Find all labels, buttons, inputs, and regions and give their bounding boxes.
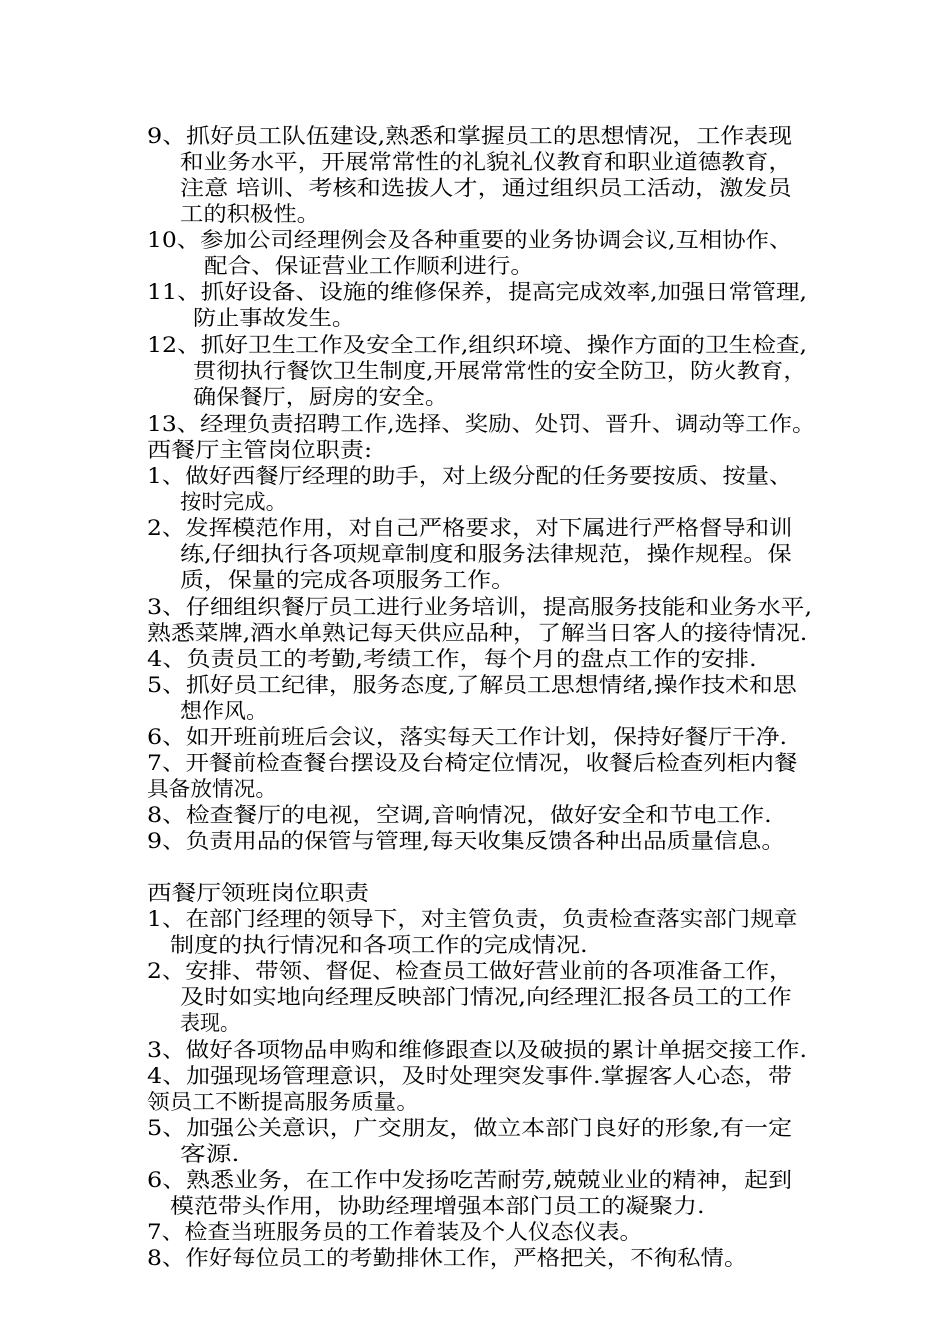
text-line: 5、抓好员工纪律，服务态度,了解员工思想情绪,操作技术和思: [147, 673, 797, 697]
text-line: 9、抓好员工队伍建设,熟悉和掌握员工的思想情况，工作表现: [147, 124, 793, 148]
text-line: 想作风。: [180, 699, 268, 723]
text-line: 5、加强公关意识，广交朋友，做立本部门良好的形象,有一定: [147, 1116, 793, 1140]
text-line: 表现。: [180, 1011, 240, 1035]
text-line: 模范带头作用，协助经理增强本部门员工的凝聚力.: [170, 1194, 705, 1218]
text-line: 7、开餐前检查餐台摆设及台椅定位情况，收餐后检查列柜内餐: [147, 751, 798, 775]
text-line: 2、发挥模范作用，对自己严格要求，对下属进行严格督导和训: [147, 516, 793, 540]
text-line: 配合、保证营业工作顺利进行。: [204, 254, 534, 278]
text-line: 客源.: [180, 1142, 240, 1166]
text-line: 和业务水平，开展常常性的礼貌礼仪教育和职业道德教育，: [180, 150, 792, 174]
text-line: 4、负责员工的考勤,考绩工作，每个月的盘点工作的安排.: [147, 647, 757, 671]
text-line: 按时完成。: [180, 490, 287, 514]
text-line: 1、做好西餐厅经理的助手，对上级分配的任务要按质、按量、: [147, 464, 793, 488]
text-line: 及时如实地向经理反映部门情况,向经理汇报各员工的工作: [180, 985, 792, 1009]
text-line: 确保餐厅，厨房的安全。: [193, 385, 448, 409]
text-line: 制度的执行情况和各项工作的完成情况.: [170, 933, 588, 957]
text-line: 领员工不断提高服务质量。: [147, 1090, 419, 1114]
text-line: 10、参加公司经理例会及各种重要的业务协调会议,互相协作、: [147, 228, 793, 252]
section-heading: 西餐厅领班岗位职责: [147, 881, 369, 905]
text-line: 质，保量的完成各项服务工作。: [180, 568, 515, 592]
text-line: 具备放情况。: [147, 777, 277, 801]
text-line: 7、检查当班服务员的工作着装及个人仪态仪表。: [147, 1220, 643, 1244]
text-line: 9、负责用品的保管与管理,每天收集反馈各种出品质量信息。: [147, 829, 786, 853]
text-line: 12、抓好卫生工作及安全工作,组织环境、操作方面的卫生检查,: [147, 333, 808, 357]
text-line: 防止事故发生。: [193, 306, 355, 330]
text-line: 练,仔细执行各项规章制度和服务法律规范，操作规程。保: [180, 542, 792, 566]
text-line: 3、仔细组织餐厅员工进行业务培训，提高服务技能和业务水平,: [147, 595, 813, 619]
text-line: 8、作好每位员工的考勤排休工作，严格把关，不徇私情。: [147, 1246, 748, 1270]
text-line: 贯彻执行餐饮卫生制度,开展常常性的安全防卫，防火教育，: [193, 359, 807, 383]
text-line: 8、检查餐厅的电视，空调,音响情况，做好安全和节电工作.: [147, 803, 772, 827]
text-line: 13、经理负责招聘工作,选择、奖励、处罚、晋升、调动等工作。: [147, 412, 816, 436]
section-heading: 西餐厅主管岗位职责:: [147, 438, 373, 462]
text-line: 3、做好各项物品申购和维修跟查以及破损的累计单据交接工作.: [147, 1038, 808, 1062]
text-line: 2、安排、带领、督促、检查员工做好营业前的各项准备工作，: [147, 959, 793, 983]
text-line: 1、在部门经理的领导下，对主管负责，负责检查落实部门规章: [147, 907, 798, 931]
text-line: 6、如开班前班后会议，落实每天工作计划，保持好餐厅干净.: [147, 725, 788, 749]
text-line: 11、抓好设备、设施的维修保养，提高完成效率,加强日常管理,: [147, 280, 808, 304]
text-line: 注意 培训、考核和选拔人才，通过组织员工活动，激发员: [180, 176, 792, 200]
text-line: 6、熟悉业务，在工作中发扬吃苦耐劳,兢兢业业的精神，起到: [147, 1168, 793, 1192]
text-line: 4、加强现场管理意识，及时处理突发事件.掌握客人心态，带: [147, 1064, 793, 1088]
text-line: 熟悉菜牌,酒水单熟记每天供应品种，了解当日客人的接待情况.: [147, 621, 808, 645]
text-line: 工的积极性。: [180, 202, 320, 226]
